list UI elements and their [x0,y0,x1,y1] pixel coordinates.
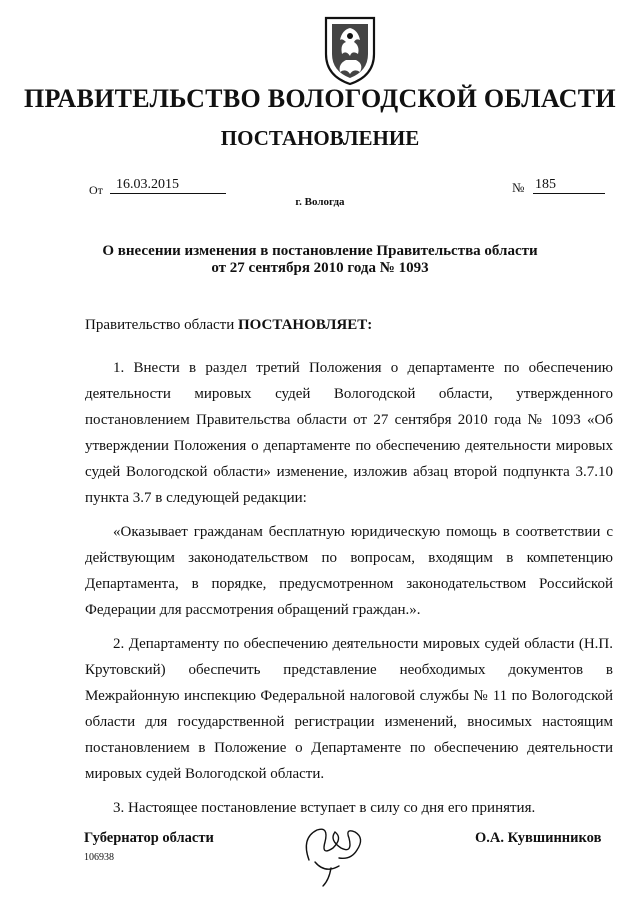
paragraph-2: 2. Департаменту по обеспечению деятельности мировых судей области (Н.П. Крутовский) обеспечить представление необходимых документов в Межрайонную инспекцию Федеральной налоговой службы № 11 по Вологодской области для государственной регистрации изменений, вносимых настоящим постановлением в Положение о Департаменте по обеспечению деятельности мировых судей Вологодской области. [85,636,613,782]
document-body [85,312,613,821]
governor-name: О.А. Кувшинников [475,830,602,846]
lead-text: Правительство области [85,317,238,333]
number-prefix: № [512,180,525,195]
date-prefix: От [89,183,103,197]
document-type: ПОСТАНОВЛЕНИЕ [220,126,420,150]
subject-line-2: от 27 сентября 2010 года № 1093 [211,260,429,276]
quoted-paragraph: «Оказывает гражданам бесплатную юридическую помощь в соответствии с действующим законодательством по вопросам, входящим в компетенцию Департамента, в порядке, предусмотренном законодательством Российской Федерации для рассмотрения обращений граждан.». [85,524,613,618]
lead-decree-word: ПОСТАНОВЛЯЕТ: [237,317,373,333]
city-label: г. Вологда [295,196,345,208]
organization-title: ПРАВИТЕЛЬСТВО ВОЛОГОДСКОЙ ОБЛАСТИ [24,84,616,113]
paragraph-1: 1. Внести в раздел третий Положения о департаменте по обеспечению деятельности мировых судей Вологодской области, утвержденного постановлением Правительства области от 27 сентября 2010 года № 1093 «Об утверждении Положения о департаменте по обеспечению деятельности мировых судей Вологодской области» изменение, изложив абзац второй подпункта 3.7.10 пункта 3.7 в следующей редакции: [85,360,613,506]
subject-line-1: О внесении изменения в постановление Правительства области [102,243,538,259]
vologda-coat-of-arms-icon [320,14,380,88]
document-number: 185 [533,177,605,194]
document-date: 16.03.2015 [110,177,226,194]
handwritten-signature-icon [295,808,375,888]
lead-paragraph [85,312,613,338]
document-code: 106938 [84,852,114,863]
document-subject [100,243,540,277]
paragraph-3: 3. Настоящее постановление вступает в силу со дня его принятия. [113,800,536,816]
governor-title: Губернатор области [84,830,214,846]
